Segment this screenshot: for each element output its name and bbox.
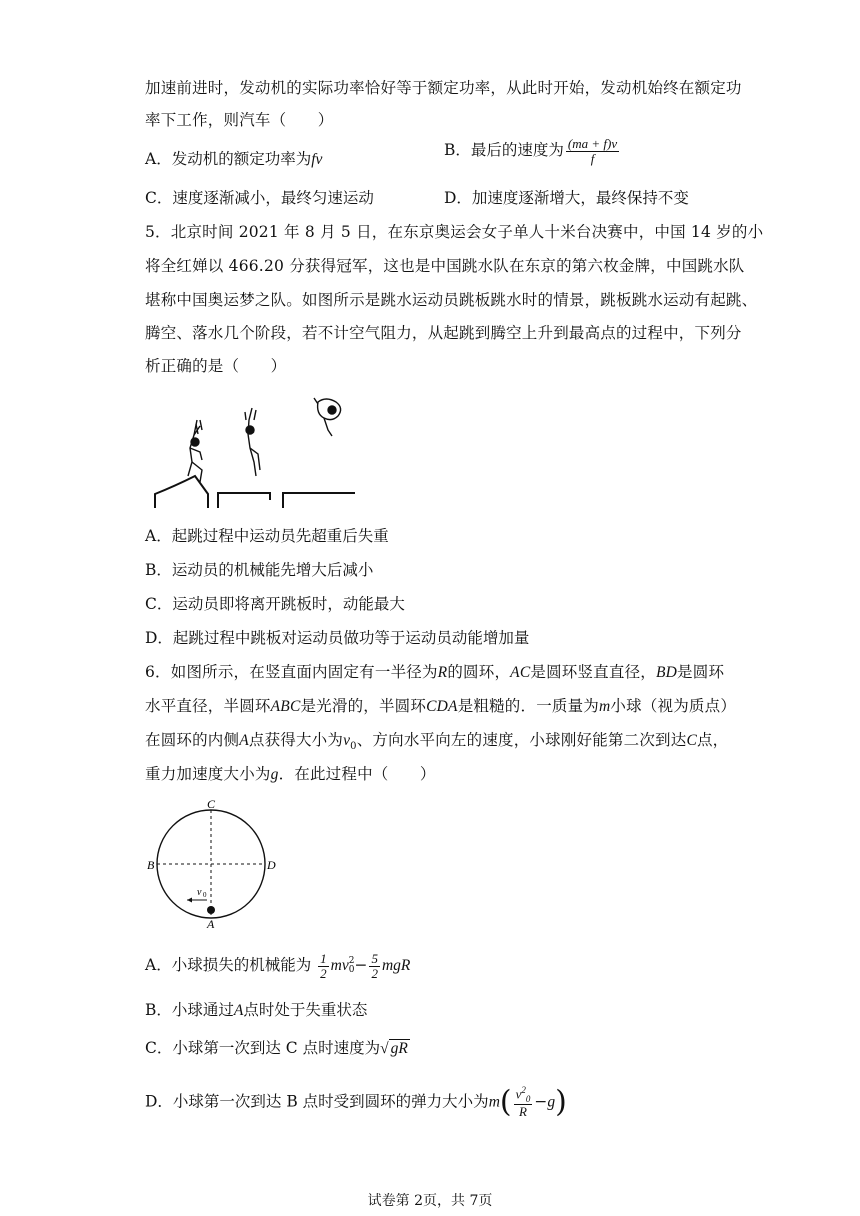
q5-line5: 析正确的是（ ） xyxy=(145,357,287,375)
q6-line1 xyxy=(145,660,724,682)
q6-line2-text-d: 小球（视为质点） xyxy=(610,697,737,715)
q6-line4-g: g xyxy=(270,766,279,783)
q6-option-a-text: A．小球损失的机械能为 xyxy=(145,956,312,975)
q6-line2 xyxy=(145,694,736,716)
q5-line3: 堪称中国奥运梦之队。如图所示是跳水运动员跳板跳水时的情景，跳板跳水运动有起跳、 xyxy=(145,291,758,309)
q4-option-a[interactable] xyxy=(145,147,322,169)
q5-option-b[interactable]: B．运动员的机械能先增大后减小 xyxy=(145,561,374,579)
q4-option-b-text: B．最后的速度为 xyxy=(444,141,564,160)
q6-option-b-text-b: 点时处于失重状态 xyxy=(243,1001,368,1019)
q4-option-d[interactable]: D．加速度逐渐增大，最终保持不变 xyxy=(444,189,689,207)
q6-line2-m: m xyxy=(599,698,611,715)
q6-option-b-text-a: B．小球通过 xyxy=(145,1001,234,1019)
ball-icon xyxy=(207,906,215,914)
q6-option-c[interactable] xyxy=(145,1036,410,1058)
q5-line4: 腾空、落水几个阶段，若不计空气阻力，从起跳到腾空上升到最高点的过程中，下列分 xyxy=(145,324,742,342)
q5-option-d[interactable]: D．起跳过程中跳板对运动员做功等于运动员动能增加量 xyxy=(145,629,530,647)
q4-option-a-text: A．发动机的额定功率为 xyxy=(145,150,312,168)
q6-line2-text-a: 水平直径，半圆环 xyxy=(145,697,271,715)
q6-line1-BD: BD xyxy=(655,664,678,681)
q6-line3-text-c: 、方向水平向左的速度，小球刚好能第二次到达 xyxy=(356,731,687,749)
label-A: A xyxy=(207,917,215,930)
q4-line2: 率下工作，则汽车（ ） xyxy=(145,111,334,129)
q6-option-b-A: A xyxy=(233,1002,244,1019)
diver-3-icon xyxy=(314,398,341,436)
frac-five-half: $\frac{5}{2}$ xyxy=(371,951,378,981)
q5-line2: 将全红婵以 466.20 分获得冠军，这也是中国跳水队在东京的第六枚金牌，中国跳水队 xyxy=(145,257,745,275)
q6-line3-text-a: 在圆环的内侧 xyxy=(145,731,240,749)
q6-line4-text-a: 重力加速度大小为 xyxy=(145,765,271,783)
q6-line1-text-c: 是圆环竖直直径， xyxy=(530,663,656,681)
q6-line3-C: C xyxy=(686,732,697,749)
q6-option-b[interactable] xyxy=(145,998,367,1020)
q6-line1-text-a: 6．如图所示，在竖直面内固定有一半径为 xyxy=(145,663,438,681)
q5-option-a[interactable]: A．起跳过程中运动员先超重后失重 xyxy=(145,527,389,545)
frac-one-half: $\frac{1}{2}$ xyxy=(320,951,327,981)
q6-line2-ABC: ABC xyxy=(270,698,301,715)
q4-line1: 加速前进时，发动机的实际功率恰好等于额定功率，从此时开始，发动机始终在额定功 xyxy=(145,79,742,97)
q6-option-a[interactable]: A．小球损失的机械能为 $\frac{1}{2}$ mv 2 0 − $\frac{5}{2}$ mgR xyxy=(145,951,411,981)
q6-line3-A: A xyxy=(239,732,249,749)
label-C: C xyxy=(207,800,216,811)
diver-1-icon xyxy=(188,420,202,482)
q6-option-c-text: C．小球第一次到达 C 点时速度为 xyxy=(145,1039,381,1057)
q6-line3-text-b: 点获得大小为 xyxy=(248,731,344,749)
q6-line3-text-d: 点， xyxy=(696,731,729,749)
frac-v0sq-over-R: $\frac{v^2_0}{R}$ xyxy=(515,1085,531,1120)
q6-line1-AC: AC xyxy=(510,664,531,681)
q6-line2-text-c: 是粗糙的．一质量为 xyxy=(457,697,600,715)
q6-line1-text-b: 的圆环， xyxy=(447,663,511,681)
q6-line4 xyxy=(145,762,436,784)
q6-option-d[interactable]: D．小球第一次到达 B 点时受到圆环的弹力大小为m( $\frac{v^2_0}{R}$ −g) xyxy=(145,1084,567,1120)
q6-line3: 在圆环的内侧A点获得大小为$v_0$、方向水平向左的速度，小球刚好能第二次到达C点， xyxy=(145,731,729,753)
q6-option-d-text: D．小球第一次到达 B 点时受到圆环的弹力大小为 xyxy=(145,1092,489,1111)
q4-option-b[interactable] xyxy=(444,137,621,165)
ring-figure xyxy=(145,800,280,930)
label-D: D xyxy=(267,858,276,872)
diver-2-icon xyxy=(245,408,260,476)
q4-option-b-fraction xyxy=(566,137,619,165)
q4-option-b-numerator: (ma + f)v xyxy=(567,136,618,151)
q6-line4-text-b: ．在此过程中（ ） xyxy=(278,765,436,783)
q6-line1-text-d: 是圆环 xyxy=(677,663,725,681)
q4-option-c[interactable]: C．速度逐渐减小，最终匀速运动 xyxy=(145,189,374,207)
q6-line2-CDA: CDA xyxy=(426,698,458,715)
q6-line3-v0: v xyxy=(343,732,351,749)
page-footer: 试卷第 2页，共 7页 xyxy=(367,1193,493,1209)
diving-figure xyxy=(150,390,370,512)
sqrt-radicand: gR xyxy=(390,1040,408,1057)
label-B: B xyxy=(147,858,155,872)
q6-line2-text-b: 是光滑的，半圆环 xyxy=(300,697,427,715)
q5-line1: 5．北京时间 2021 年 8 月 5 日，在东京奥运会女子单人十米台决赛中，中国 14 岁的小 xyxy=(145,223,764,241)
q4-option-b-denominator: f xyxy=(590,150,595,166)
q6-line1-R: R xyxy=(437,664,448,681)
sqrt-gR: √ gR xyxy=(380,1040,408,1057)
label-v0: v xyxy=(197,887,202,898)
svg-text:0: 0 xyxy=(203,891,207,899)
q4-option-a-math: fv xyxy=(311,151,323,168)
q5-option-c[interactable]: C．运动员即将离开跳板时，动能最大 xyxy=(145,595,405,613)
